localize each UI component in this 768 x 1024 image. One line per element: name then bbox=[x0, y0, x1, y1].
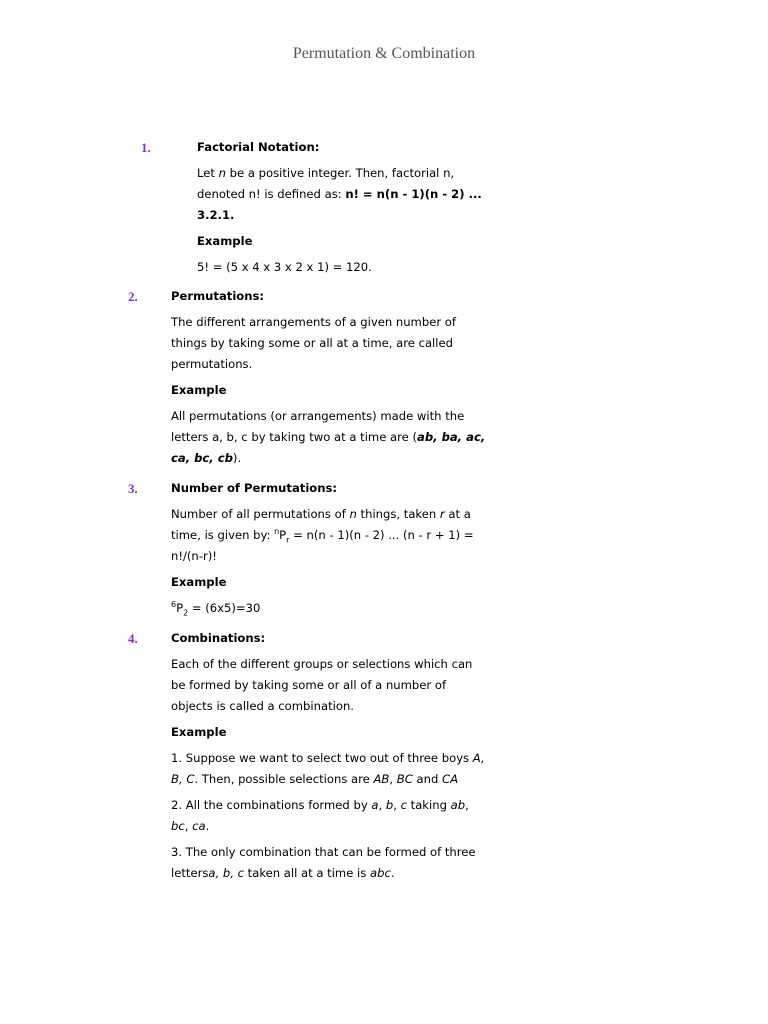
example-label: Example bbox=[171, 575, 227, 589]
section-text: The different arrangements of a given number of things by taking some or all at a time, are called permutations. bbox=[171, 315, 456, 371]
section-heading: Factorial Notation: bbox=[197, 140, 320, 154]
section-number: 2. bbox=[128, 289, 138, 304]
example-label: Example bbox=[197, 234, 253, 248]
example-item: 2. All the combinations formed by a, b, c taking ab, bc, ca. bbox=[171, 798, 469, 833]
section-body bbox=[197, 137, 497, 283]
example-label: Example bbox=[171, 383, 227, 397]
example-text: $^6P_2 = (6x5)=30$ bbox=[171, 600, 261, 618]
section-text: Number of all permutations of n things, taken r at a time, is given by: $^nP_r = n(n - 1)(n - 2)$ ... (n - r + 1) = n!/(n-r)! bbox=[171, 507, 474, 563]
section-body bbox=[171, 286, 489, 474]
section-number: 4. bbox=[128, 631, 138, 646]
section-heading: Permutations: bbox=[171, 289, 265, 303]
section-heading: Number of Permutations: bbox=[171, 481, 338, 495]
section-number: 1. bbox=[141, 140, 151, 155]
example-item: 3. The only combination that can be formed of three lettersa, b, c taken all at a time is abc. bbox=[171, 845, 476, 880]
example-label: Example bbox=[171, 725, 227, 739]
section-text: Let n be a positive integer. Then, factorial n, denoted n! is defined as: n! = n(n - 1)(n - 2) ... 3.2.1. bbox=[197, 166, 482, 222]
section-body bbox=[171, 478, 489, 624]
section-text: Each of the different groups or selections which can be formed by taking some or all of a number of objects is called a combination. bbox=[171, 657, 473, 713]
example-item: 1. Suppose we want to select two out of three boys A, B, C. Then, possible selections are AB, BC and CA bbox=[171, 751, 485, 786]
example-text: 5! = (5 x 4 x 3 x 2 x 1) = 120. bbox=[197, 260, 372, 274]
section-body bbox=[171, 628, 489, 889]
example-text: All permutations (or arrangements) made with the letters a, b, c by taking two at a time are (ab, ba, ac, ca, bc, cb). bbox=[171, 409, 486, 465]
section-heading: Combinations: bbox=[171, 631, 266, 645]
section-number: 3. bbox=[128, 481, 138, 496]
page-title: Permutation & Combination bbox=[292, 45, 476, 62]
